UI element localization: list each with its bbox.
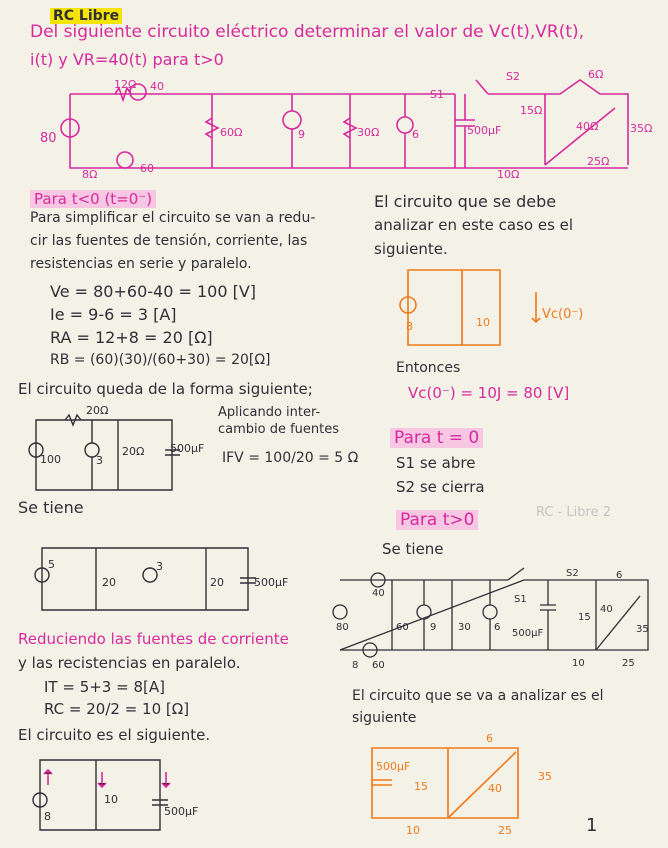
svg-text:10: 10 [406,824,420,837]
svg-text:6: 6 [616,570,623,581]
svg-text:35Ω: 35Ω [630,122,653,135]
svg-text:20Ω: 20Ω [86,404,109,417]
svg-text:60: 60 [396,622,409,633]
paragraph-simplify-1: Para simplificar el circuito se van a redu- [30,210,316,226]
svg-text:60Ω: 60Ω [220,126,243,139]
svg-text:15: 15 [414,780,428,793]
paragraph-circuit-form: El circuito queda de la forma siguiente; [18,380,313,398]
svg-text:30: 30 [458,622,471,633]
svg-text:S2: S2 [506,70,520,83]
svg-text:9: 9 [430,622,437,633]
svg-text:10: 10 [104,793,118,806]
equation-rc: RC = 20/2 = 10 [Ω] [44,700,190,718]
section-heading-t-less-0: Para t<0 (t=0⁻) [30,190,156,208]
svg-text:S2: S2 [566,568,579,579]
svg-text:25Ω: 25Ω [587,155,610,168]
svg-text:500μF: 500μF [467,124,502,137]
equation-ifv: IFV = 100/20 = 5 Ω [222,450,359,466]
note-apply-source-exchange-2: cambio de fuentes [218,422,340,437]
svg-text:6Ω: 6Ω [588,68,604,81]
svg-text:3: 3 [96,454,103,467]
svg-text:Vc(0⁻): Vc(0⁻) [542,307,584,322]
svg-text:35: 35 [538,770,552,783]
svg-text:8: 8 [352,660,359,671]
svg-text:15: 15 [578,612,591,623]
svg-text:25: 25 [622,658,635,669]
svg-text:30Ω: 30Ω [357,126,380,139]
equation-it: IT = 5+3 = 8[A] [44,678,165,696]
svg-text:10: 10 [476,316,490,329]
watermark-text: RC - Libre 2 [536,505,611,520]
svg-text:500μF: 500μF [254,576,289,589]
svg-text:500μF: 500μF [170,442,205,455]
note-s1-opens: S1 se abre [396,454,476,472]
paragraph-analyze-t-gt-0-1: El circuito que se va a analizar es el [352,688,604,704]
equation-rb: RB = (60)(30)/(60+30) = 20[Ω] [50,352,271,368]
paragraph-reduce-1: Reduciendo las fuentes de corriente [18,630,289,648]
svg-text:12Ω: 12Ω [114,78,137,91]
svg-text:15Ω: 15Ω [520,104,543,117]
svg-text:40: 40 [150,80,164,93]
section-heading-t-greater-0: Para t>0 [396,510,478,530]
svg-text:40: 40 [488,782,502,795]
note-apply-source-exchange-1: Aplicando inter- [218,405,321,420]
svg-text:500μF: 500μF [376,760,411,773]
svg-text:20Ω: 20Ω [122,445,145,458]
equation-ve: Ve = 80+60-40 = 100 [V] [50,282,257,301]
label-se-tiene-left: Se tiene [18,498,84,517]
paragraph-circuit-is: El circuito es el siguiente. [18,726,211,744]
label-se-tiene-right: Se tiene [382,540,444,558]
svg-text:500μF: 500μF [512,628,544,639]
svg-text:40Ω: 40Ω [576,120,599,133]
problem-statement-line-1: Del siguiente circuito eléctrico determinar el valor de Vc(t),VR(t), [30,22,585,42]
paragraph-analyze-3: siguiente. [374,240,448,258]
paragraph-analyze-1: El circuito que se debe [374,192,557,211]
svg-text:80: 80 [40,131,57,146]
svg-text:40: 40 [600,604,613,615]
svg-text:8: 8 [44,810,51,823]
label-entonces: Entonces [396,360,461,376]
svg-text:9: 9 [298,128,305,141]
page-number: 1 [586,815,598,836]
svg-text:20: 20 [210,576,224,589]
section-heading-t-equal-0: Para t = 0 [390,428,483,448]
svg-text:10: 10 [572,658,585,669]
svg-text:500μF: 500μF [164,805,199,818]
problem-statement-line-2: i(t) y VR=40(t) para t>0 [30,50,224,69]
svg-text:35: 35 [636,624,649,635]
equation-vc0: Vc(0⁻) = 10J = 80 [V] [408,384,570,402]
paragraph-reduce-2: y las recistencias en paralelo. [18,654,241,672]
svg-text:S1: S1 [514,594,527,605]
svg-text:80: 80 [336,622,349,633]
svg-text:25: 25 [498,824,512,837]
svg-text:100: 100 [40,453,61,466]
svg-text:6: 6 [494,622,501,633]
paragraph-simplify-3: resistencias en serie y paralelo. [30,256,252,272]
note-s2-closes: S2 se cierra [396,478,485,496]
svg-text:5: 5 [48,558,55,571]
svg-text:10Ω: 10Ω [497,168,520,181]
svg-text:60: 60 [140,162,154,175]
equation-ra: RA = 12+8 = 20 [Ω] [50,328,213,347]
equation-ie: Ie = 9-6 = 3 [A] [50,305,177,324]
svg-text:60: 60 [372,660,385,671]
svg-text:40: 40 [372,588,385,599]
svg-text:8Ω: 8Ω [82,168,98,181]
svg-text:20: 20 [102,576,116,589]
svg-text:S1: S1 [430,88,444,101]
svg-text:6: 6 [412,128,419,141]
paragraph-simplify-2: cir las fuentes de tensión, corriente, las [30,233,308,249]
paragraph-analyze-2: analizar en este caso es el [374,216,574,234]
svg-text:3: 3 [156,560,163,573]
svg-text:6: 6 [486,732,493,745]
page-title: RC Libre [50,8,122,24]
paragraph-analyze-t-gt-0-2: siguiente [352,710,417,726]
svg-text:8: 8 [406,320,413,333]
